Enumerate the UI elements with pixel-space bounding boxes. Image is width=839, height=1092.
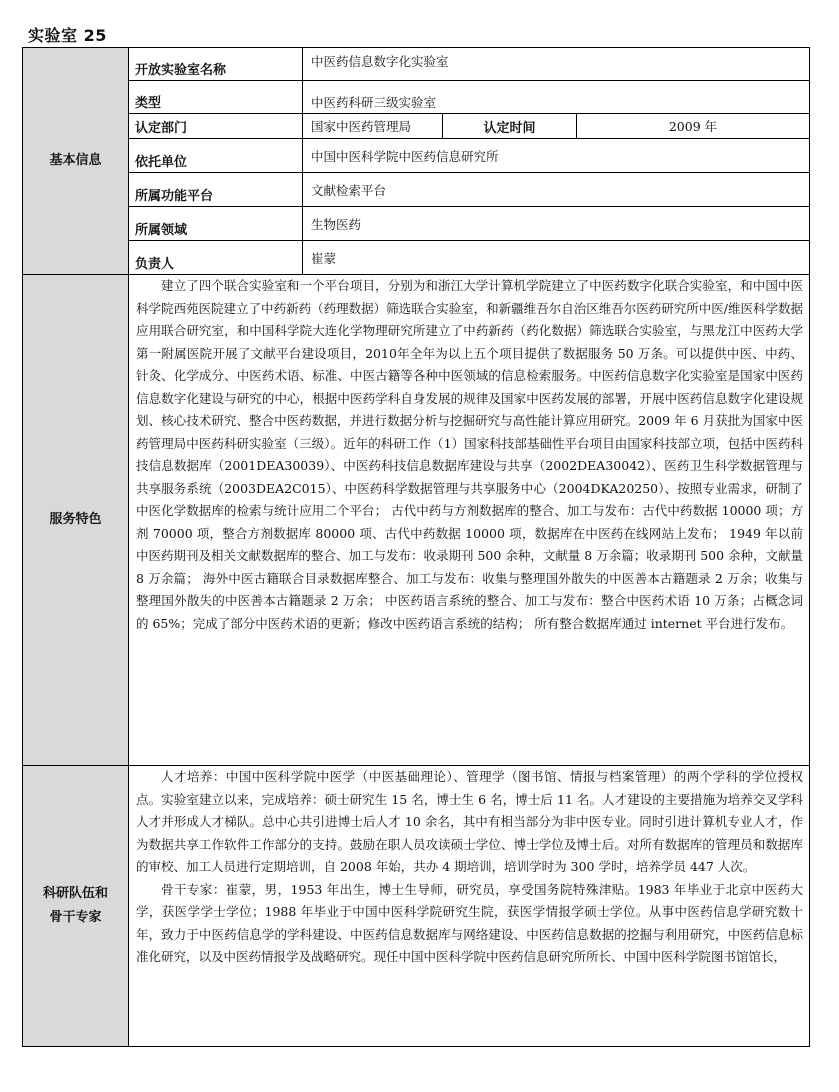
service-text-cell bbox=[129, 275, 810, 766]
head-label: 负责人 bbox=[129, 241, 303, 275]
section-service bbox=[23, 275, 129, 766]
lab-info-table bbox=[22, 47, 810, 1047]
type-label: 类型 bbox=[129, 81, 303, 114]
section-service-label: 服务特色 bbox=[49, 512, 102, 527]
row-head bbox=[23, 241, 810, 275]
row-field bbox=[23, 207, 810, 241]
type-value: 中医药科研三级实验室 bbox=[303, 81, 810, 114]
platform-value: 文献检索平台 bbox=[303, 173, 810, 207]
team-paragraph-talent: 人才培养：中国中医科学院中医学（中医基础理论）、管理学（图书馆、情报与档案管理）的两个学科的学位授权点。实验室建立以来，完成培养：硕士研究生 15 名，博士生 6 名，博士后 11 名。人才建设的主要措施为培养交叉学科人才并形成人才梯队。总中心共引进博士后人才 10 余名，其中有相当部分为非中医专业。同时引进计算机专业人才，作为数据共享工作软件工作部分的支持。鼓励在职人员攻读硕士学位、博士学位及博士后。对所有数据库的管理员和数据库的审校、加工人员进行定期培训，自 2008 年始，共办 4 期培训，培训学时为 300 学时，培养学员 447 人次。 bbox=[136, 769, 804, 874]
time-label: 认定时间 bbox=[443, 114, 577, 139]
row-host bbox=[23, 139, 810, 173]
lab-name-label: 开放实验室名称 bbox=[129, 48, 303, 81]
team-paragraph-expert: 骨干专家：崔蒙，男，1953 年出生，博士生导师，研究员，享受国务院特殊津贴。1983 年毕业于北京中医药大学，获医学学士学位；1988 年毕业于中国中医科学院研究生院，获医学情报学硕士学位。从事中医药信息学研究数十年，致力于中医药信息学的学科建设、中医药信息数据库与网络建设、中医药信息数据的挖掘与利用研究，中医药信息标准化研究，以及中医药情报学及战略研究。现任中国中医科学院中医药信息研究所所长、中国中医科学院图书馆馆长， bbox=[136, 881, 804, 964]
host-value: 中国中医科学院中医药信息研究所 bbox=[303, 139, 810, 173]
row-team bbox=[23, 766, 810, 1047]
row-dept bbox=[23, 114, 810, 139]
section-basic-info bbox=[23, 48, 129, 275]
row-platform bbox=[23, 173, 810, 207]
field-value: 生物医药 bbox=[303, 207, 810, 241]
time-value: 2009 年 bbox=[577, 114, 810, 139]
dept-value: 国家中医药管理局 bbox=[303, 114, 443, 139]
service-paragraph: 建立了四个联合实验室和一个平台项目，分别为和浙江大学计算机学院建立了中医药数字化联合实验室，和中国中医科学院西苑医院建立了中药新药（药理数据）筛选联合实验室，和新疆维吾尔自治区维吾尔医药研究所中医/维医科学数据应用联合研究室，和中国科学院大连化学物理研究所建立了中药新药（药化数据）筛选联合实验室，与黑龙江中医药大学第一附属医院开展了文献平台建设项目，2010年全年为以上五个项目提供了数据服务 50 万条。可以提供中医、中药、针灸、化学成分、中医药术语、标准、中医古籍等各种中医领域的信息检索服务。中医药信息数字化实验室是国家中医药信息数字化建设与研究的中心，根据中医药学科自身发展的规律及国家中医药发展的部署，开展中医药信息数字化建设规划、核心技术研究、整合中医药数据，并进行数据分析与挖掘研究与高性能计算应用研究。2009 年 6 月获批为国家中医药管理局中医药科研实验室（三级）。近年的科研工作（1）国家科技部基础性平台项目由国家科技部立项，包括中医药科技信息数据库（2001DEA30039）、中医药科技信息数据库建设与共享（2002DEA30042）、医药卫生科学数据管理与共享服务系统（2003DEA2C015）、中医药科学数据管理与共享服务中心（2004DKA20250）、按照专业需求，研制了中医化学数据库的检索与统计应用二个平台； 古代中药与方剂数据库的整合、加工与发布：古代中药数据 10000 项；方剂 70000 项，整合方剂数据库 80000 项、古代中药数据 10000 项，数据库在中医药在线网站上发布； 1949 年以前中医药期刊及相关文献数据库的整合、加工与发布：收录期刊 500 余种，文献量 8 万余篇；收录期刊 500 余种，文献量 8 万余篇； 海外中医古籍联合目录数据库整合、加工与发布：收集与整理国外散失的中医善本古籍题录 2 万余；收集与整理国外散失的中医善本古籍题录 2 万余； 中医药语言系统的整合、加工与发布：整合中医药术语 10 万条；占概念词的 65%；完成了部分中医药术语的更新；修改中医药语言系统的结构； 所有整合数据库通过 internet 平台进行发布。 bbox=[136, 278, 804, 631]
field-label: 所属领域 bbox=[129, 207, 303, 241]
head-value: 崔蒙 bbox=[303, 241, 810, 275]
team-text-cell bbox=[129, 766, 810, 1047]
section-basic-info-label: 基本信息 bbox=[49, 153, 102, 168]
section-team-label-line1: 科研队伍和 bbox=[42, 886, 108, 901]
dept-label: 认定部门 bbox=[129, 114, 303, 139]
row-lab-name bbox=[23, 48, 810, 81]
lab-name-value: 中医药信息数字化实验室 bbox=[303, 48, 810, 81]
section-team-label-line2: 骨干专家 bbox=[49, 910, 102, 925]
section-team bbox=[23, 766, 129, 1047]
host-label: 依托单位 bbox=[129, 139, 303, 173]
row-service bbox=[23, 275, 810, 766]
platform-label: 所属功能平台 bbox=[129, 173, 303, 207]
row-type bbox=[23, 81, 810, 114]
page-heading: 实验室 25 bbox=[28, 26, 107, 45]
